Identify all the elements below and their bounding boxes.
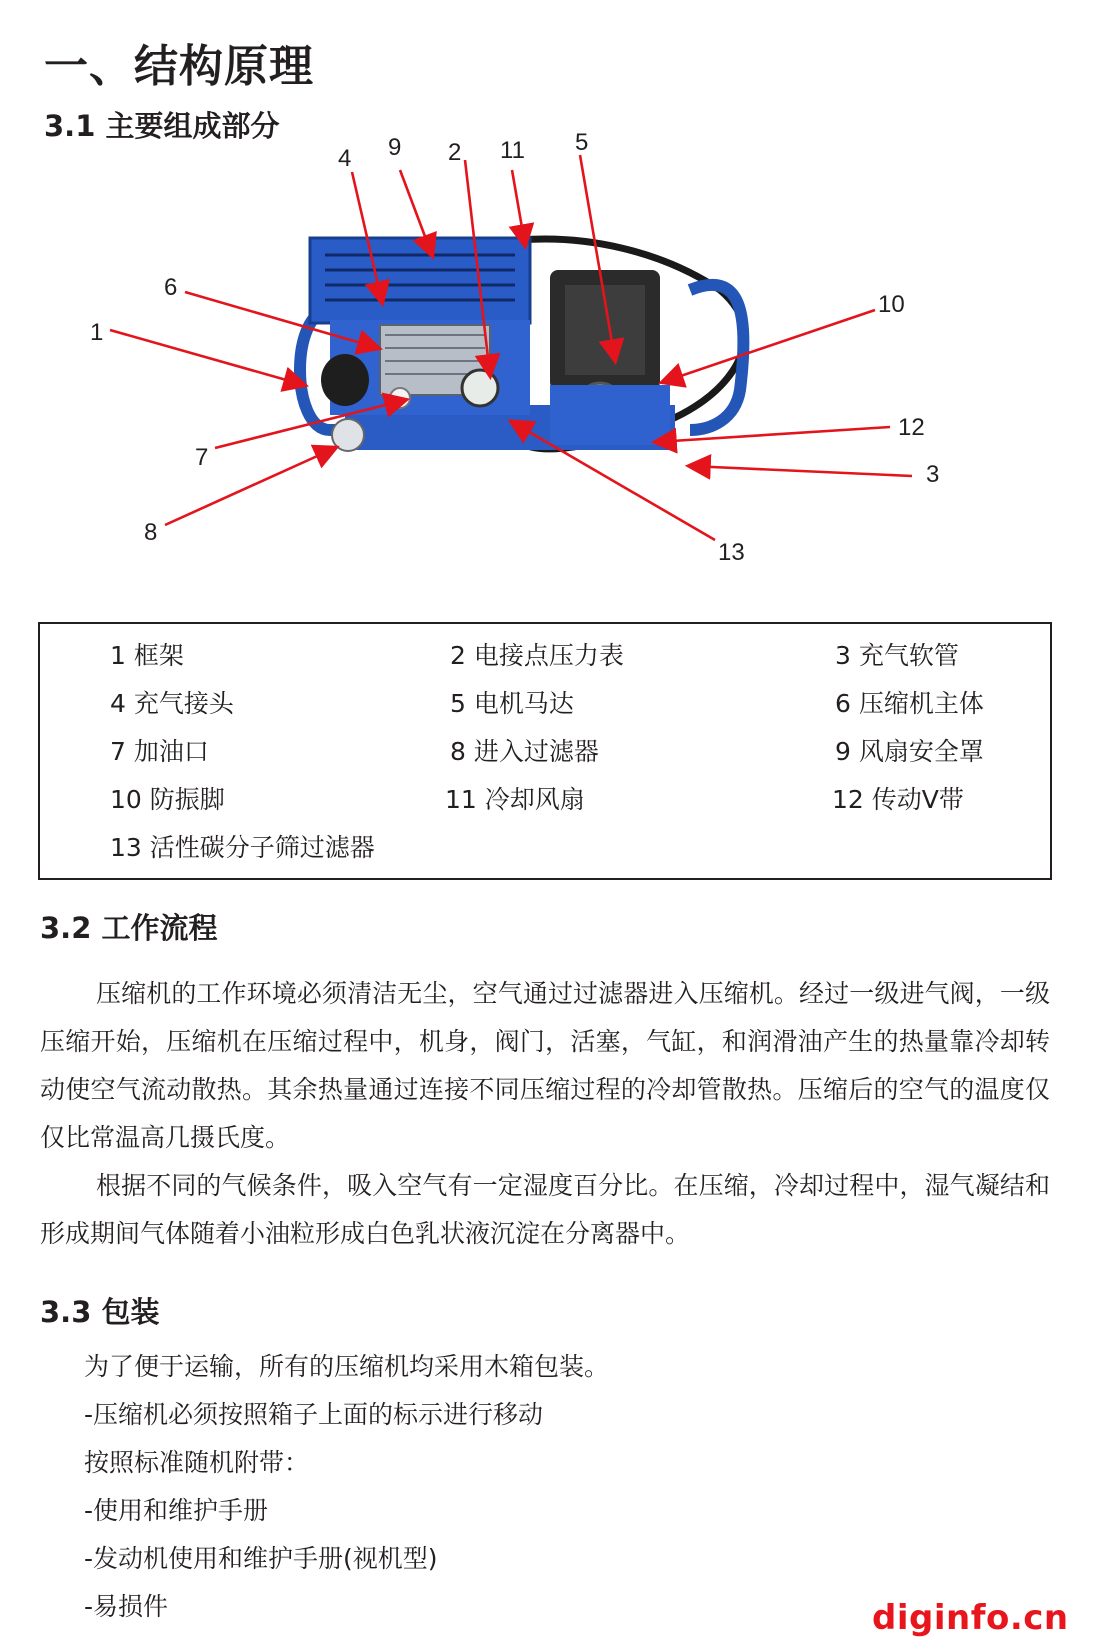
callout-8: 8 xyxy=(144,519,158,546)
legend-item: 10 防振脚 xyxy=(110,785,225,814)
callout-4: 4 xyxy=(338,145,352,172)
legend-item: 6 压缩机主体 xyxy=(835,689,984,718)
legend-item: 9 风扇安全罩 xyxy=(835,737,984,766)
callout-3: 3 xyxy=(926,461,940,488)
section-3-2-heading: 3.2 工作流程 xyxy=(40,911,218,945)
callout-12: 12 xyxy=(898,414,925,441)
callout-10: 10 xyxy=(878,291,905,318)
section-3-1-heading: 3.1 主要组成部分 xyxy=(44,109,280,143)
legend-item: 11 冷却风扇 xyxy=(445,785,585,814)
packaging-line: -压缩机必须按照箱子上面的标示进行移动 xyxy=(84,1400,544,1429)
legend-item: 3 充气软管 xyxy=(835,641,959,670)
callout-7: 7 xyxy=(195,444,209,471)
callout-9: 9 xyxy=(388,134,402,161)
packaging-line: -使用和维护手册 xyxy=(84,1496,269,1525)
legend-item: 12 传动V带 xyxy=(832,785,964,814)
packaging-line: 按照标准随机附带： xyxy=(84,1448,310,1477)
legend-item: 2 电接点压力表 xyxy=(450,641,624,670)
workflow-text xyxy=(40,970,1050,1258)
callout-5: 5 xyxy=(575,130,589,156)
page-title: 一、结构原理 xyxy=(44,41,314,92)
legend-item: 1 框架 xyxy=(110,641,184,670)
section-3-3-heading: 3.3 包装 xyxy=(40,1295,160,1329)
compressor-diagram xyxy=(80,130,1020,600)
legend-item: 5 电机马达 xyxy=(450,689,574,718)
parts-legend xyxy=(38,622,1052,880)
callout-13: 13 xyxy=(718,539,745,566)
packaging-list xyxy=(84,1343,609,1631)
legend-item: 7 加油口 xyxy=(110,737,209,766)
packaging-line: -易损件 xyxy=(84,1592,169,1621)
callout-2: 2 xyxy=(448,139,462,166)
callout-6: 6 xyxy=(164,274,178,301)
legend-item: 8 进入过滤器 xyxy=(450,737,599,766)
watermark: diginfo.cn xyxy=(872,1598,1069,1638)
legend-item: 4 充气接头 xyxy=(110,689,234,718)
workflow-paragraph: 压缩机的工作环境必须清洁无尘，空气通过过滤器进入压缩机。经过一级进气阀，一级压缩开始，压缩机在压缩过程中，机身，阀门，活塞，气缸，和润滑油产生的热量靠冷却转动使空气流动散热。其余热量通过连接不同压缩过程的冷却管散热。压缩后的空气的温度仅仅比常温高几摄氏度。 xyxy=(40,979,1050,1152)
callout-1: 1 xyxy=(90,319,104,346)
packaging-line: -发动机使用和维护手册(视机型) xyxy=(84,1544,438,1573)
packaging-line: 为了便于运输，所有的压缩机均采用木箱包装。 xyxy=(84,1352,610,1381)
legend-item: 13 活性碳分子筛过滤器 xyxy=(110,833,375,862)
callout-11: 11 xyxy=(500,137,525,164)
workflow-paragraph: 根据不同的气候条件，吸入空气有一定湿度百分比。在压缩，冷却过程中，湿气凝结和形成期间气体随着小油粒形成白色乳状液沉淀在分离器中。 xyxy=(40,1171,1050,1248)
